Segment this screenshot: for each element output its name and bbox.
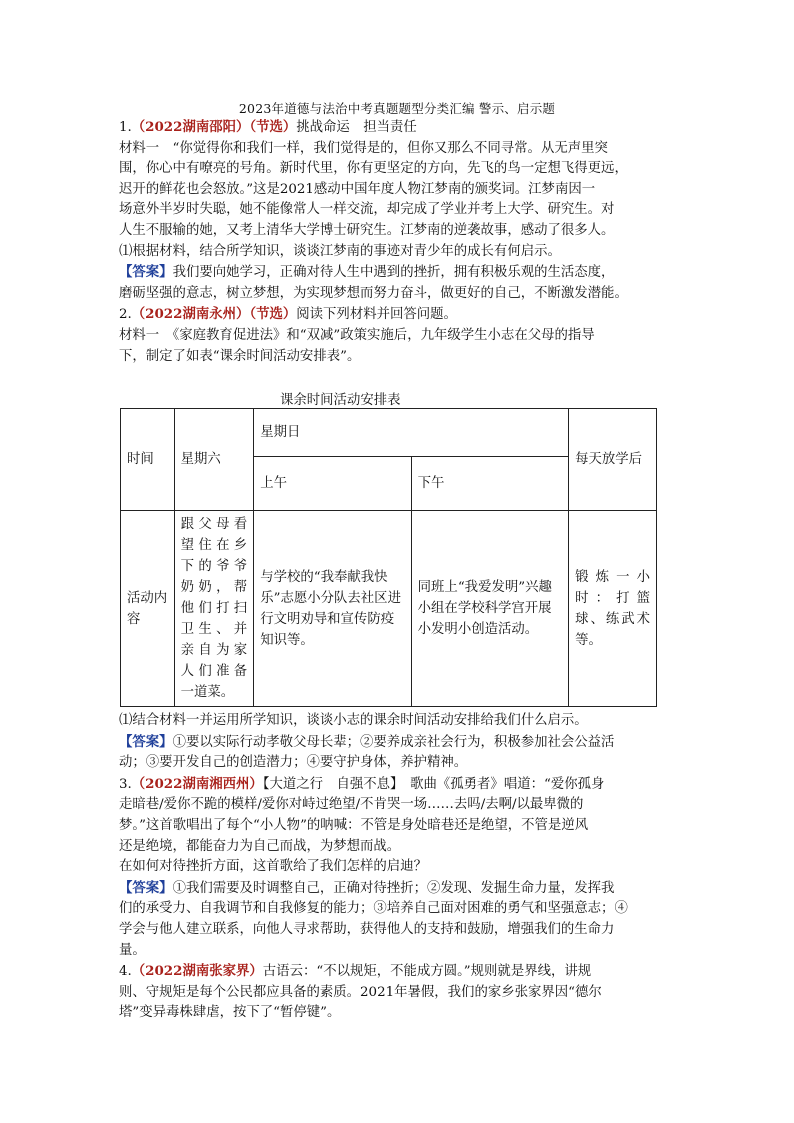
- header-sunday: 星期日: [254, 409, 569, 457]
- material-line: 人生不服输的她，又考上清华大学博士研究生。江梦南的逆袭故事，感动了很多人。: [119, 222, 615, 238]
- question-source: （2022湖南永州）（节选）: [131, 306, 297, 323]
- question-line: 塔”变异毒株肆虐，按下了“暂停键”。: [119, 1005, 341, 1021]
- answer-text: 我们要向她学习，正确对待人生中遇到的挫折，拥有积极乐观的生活态度，: [172, 265, 615, 281]
- answer-text: ①要以实际行动孝敬父母长辈；②要养成亲社会行为，积极参加社会公益活: [172, 734, 615, 750]
- header-morning: 上午: [254, 457, 411, 511]
- answer-line: [119, 878, 689, 900]
- cell-saturday: 跟父母看望住在乡下的爷爷奶奶，帮他们打扫卫生、并亲自为家人们准备一道菜。: [174, 511, 254, 707]
- material-label: 材料一: [119, 327, 160, 343]
- question-1: [119, 117, 689, 367]
- material-line: [119, 139, 689, 160]
- header-afternoon: 下午: [411, 457, 568, 511]
- material-line: 下，制定了如表“课余时间活动安排表”。: [119, 348, 361, 364]
- question-line: 则、守规矩是每个公民都应具备的素质。2021年暑假，我们的家乡张家界因“德尔: [119, 984, 602, 1000]
- material-label: 材料一: [119, 140, 160, 156]
- question-2-followup: [119, 711, 689, 1024]
- answer-label: 【答案】: [119, 879, 173, 896]
- table-header-row: [121, 409, 657, 457]
- question-prompt: ⑴结合材料一并运用所学知识，谈谈小志的课余时间活动安排给我们什么启示。: [119, 713, 588, 728]
- question-number: 2.: [119, 307, 132, 323]
- answer-line: 们的承受力、自我调节和自我修复的能力；③培养自己面对困难的勇气和坚强意志；④: [119, 901, 628, 917]
- question-topic: 【大道之行 自强不息】: [262, 776, 397, 792]
- table-caption: 课余时间活动安排表: [280, 393, 401, 408]
- answer-text: ①我们需要及时调整自己，正确对待挫折；②发现、发掘生命力量，发挥我: [172, 880, 615, 896]
- question-text: 歌曲《孤勇者》唱道：“爱你孤身: [396, 776, 605, 792]
- material-line: 迟开的鲜花也会怒放。”这是2021感动中国年度人物江梦南的颁奖词。江梦南因一: [119, 181, 596, 197]
- header-daily: 每天放学后: [569, 409, 657, 511]
- answer-label: 【答案】: [119, 733, 173, 750]
- activity-table: [120, 408, 657, 707]
- header-saturday: 星期六: [174, 409, 254, 511]
- question-1-header: [119, 117, 689, 139]
- material-line: [119, 326, 689, 347]
- cell-sunday-morning: 与学校的“我奉献我快乐”志愿小分队去社区进行文明劝导和宣传防疫知识等。: [254, 511, 411, 707]
- question-number: 4.: [119, 964, 132, 980]
- question-line: 梦。”这首歌唱出了每个“小人物”的呐喊：不管是身处暗巷还是绝望，不管是逆风: [119, 817, 589, 833]
- question-2-header: [119, 304, 689, 326]
- answer-line: 学会与他人建立联系，向他人寻求帮助，获得他人的支持和鼓励，增强我们的生命力: [119, 921, 615, 937]
- cell-daily: 锻炼一小时：打篮球、练武术等。: [569, 511, 657, 707]
- document-title: 2023年道德与法治中考真题题型分类汇编 警示、启示题: [238, 101, 556, 116]
- question-prompt: ⑴根据材料，结合所学知识，谈谈江梦南的事迹对青少年的成长有何启示。: [119, 243, 561, 259]
- question-line: 走暗巷/爱你不跪的模样/爱你对峙过绝望/不肯哭一场……去吗/去啊/以最卑微的: [119, 797, 584, 813]
- answer-line: 量。: [119, 942, 146, 958]
- material-text: 《家庭教育促进法》和“双减”政策实施后，九年级学生小志在父母的指导: [159, 327, 595, 343]
- answer-line: 动；③要开发自己的创造潜力；④要守护身体，养护精神。: [119, 755, 468, 771]
- question-3-header: [119, 774, 689, 796]
- question-source: （2022湖南湘西州）: [131, 775, 263, 792]
- question-line: 还是绝境，都能奋力为自己而战，为梦想而战。: [119, 838, 401, 854]
- row-label: 活动内容: [121, 511, 175, 707]
- answer-line: [119, 732, 689, 754]
- question-number: 3.: [119, 776, 132, 792]
- cell-sunday-afternoon: 同班上“我爱发明”兴趣小组在学校科学宫开展小发明小创造活动。: [411, 511, 568, 707]
- answer-line: [119, 262, 689, 284]
- header-time: 时间: [121, 409, 175, 511]
- table-row: [121, 511, 657, 707]
- question-intro: 阅读下列材料并回答问题。: [296, 307, 457, 323]
- material-line: 场意外半岁时失聪，她不能像常人一样交流，却完成了学业并考上大学、研究生。对: [119, 202, 615, 218]
- question-source: （2022湖南邵阳）（节选）: [131, 119, 297, 135]
- question-topic: 挑战命运 担当责任: [296, 120, 417, 135]
- question-number: 1.: [119, 120, 132, 135]
- question-4-header: [119, 961, 689, 983]
- question-line: 在如何对待挫折方面，这首歌给了我们怎样的启迪？: [119, 859, 427, 875]
- answer-label: 【答案】: [119, 264, 173, 281]
- question-text: 古语云：“不以规矩，不能成方圆。”规则就是界线，讲规: [262, 964, 592, 980]
- material-line: 围，你心中有嘹亮的号角。新时代里，你有更坚定的方向，先飞的鸟一定想飞得更远，: [119, 161, 628, 177]
- question-source: （2022湖南张家界）: [131, 963, 263, 980]
- answer-line: 磨砺坚强的意志，树立梦想，为实现梦想而努力奋斗，做更好的自己，不断激发潜能。: [119, 285, 628, 301]
- material-text: “你觉得你和我们一样，我们觉得是的，但你又那么不同寻常。从无声里突: [159, 140, 608, 156]
